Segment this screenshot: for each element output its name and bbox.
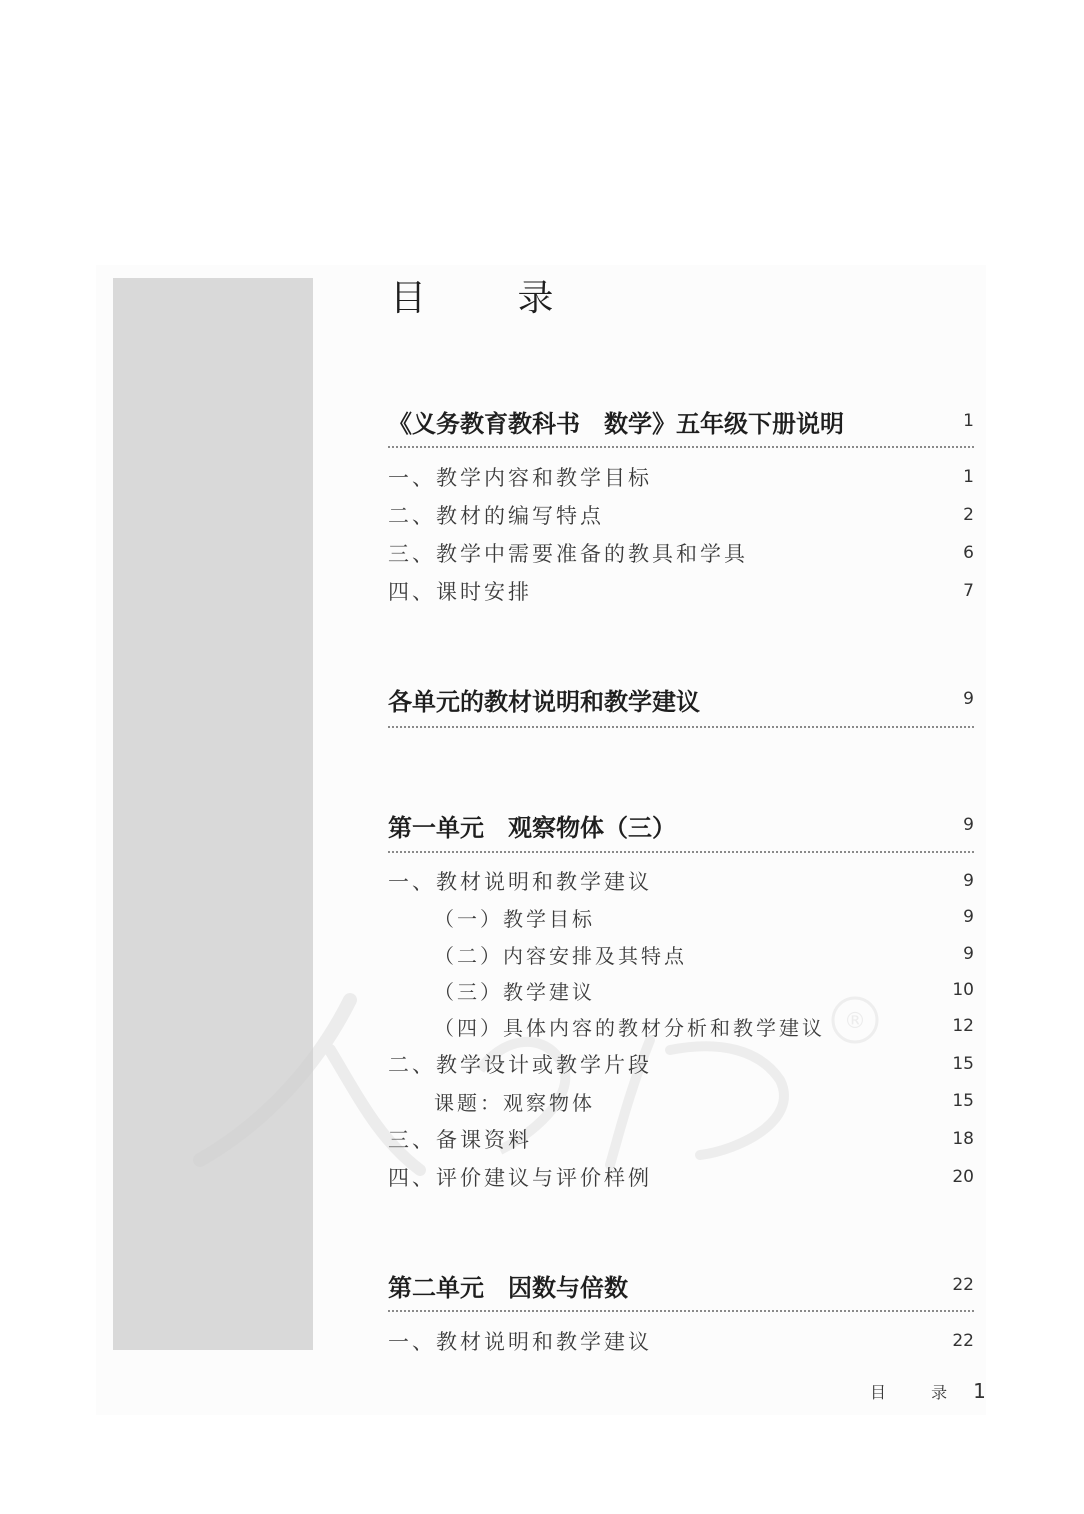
toc-entry-title: 课题：观察物体: [434, 1090, 595, 1115]
side-panel: [113, 278, 313, 1350]
page-footer: [870, 1378, 986, 1404]
toc-entry-title: 一、教学内容和教学目标: [388, 466, 652, 490]
toc-entry[interactable]: [388, 808, 974, 842]
toc-entry-title: 三、教学中需要准备的教具和学具: [388, 542, 748, 566]
toc-entry[interactable]: [388, 536, 974, 570]
dotted-divider: [388, 851, 974, 853]
toc-entry-page: 7: [963, 581, 974, 601]
toc-entry[interactable]: [388, 498, 974, 532]
toc-entry[interactable]: [388, 1047, 974, 1081]
page-title: 目 录: [390, 278, 594, 319]
toc-entry-title: 二、教学设计或教学片段: [388, 1053, 652, 1077]
toc-entry[interactable]: [388, 1268, 974, 1302]
toc-entry[interactable]: [434, 1084, 974, 1118]
toc-entry-title: 第二单元 因数与倍数: [388, 1272, 628, 1302]
toc-entry-title: 二、教材的编写特点: [388, 504, 604, 528]
toc-entry-page: 15: [952, 1054, 974, 1074]
toc-entry[interactable]: [434, 937, 974, 971]
toc-entry-page: 9: [963, 907, 974, 927]
toc-entry-page: 18: [952, 1129, 974, 1149]
toc-entry-page: 12: [952, 1016, 974, 1036]
toc-entry-page: 22: [952, 1275, 974, 1295]
toc-entry[interactable]: [434, 973, 974, 1007]
toc-entry[interactable]: [388, 460, 974, 494]
toc-entry-page: 1: [963, 411, 974, 431]
toc-entry-page: 10: [952, 980, 974, 1000]
toc-entry-page: 9: [963, 944, 974, 964]
toc-entry-page: 22: [952, 1331, 974, 1351]
toc-entry-title: （一）教学目标: [434, 906, 595, 931]
toc-entry[interactable]: [434, 1009, 974, 1043]
toc-entry[interactable]: [388, 1122, 974, 1156]
toc-entry-title: 一、教材说明和教学建议: [388, 870, 652, 894]
toc-entry[interactable]: [388, 864, 974, 898]
toc-entry-title: 《义务教育教科书 数学》五年级下册说明: [388, 408, 844, 438]
toc-entry-title: （三）教学建议: [434, 979, 595, 1004]
toc-entry[interactable]: [434, 900, 974, 934]
toc-entry-title: 四、课时安排: [388, 580, 532, 604]
toc-entry[interactable]: [388, 1324, 974, 1358]
toc-entry-title: 三、备课资料: [388, 1128, 532, 1152]
dotted-divider: [388, 726, 974, 728]
toc-entry-page: 1: [963, 467, 974, 487]
footer-label: 目 录: [870, 1382, 968, 1402]
toc-entry-page: 9: [963, 815, 974, 835]
toc-entry-title: 一、教材说明和教学建议: [388, 1330, 652, 1354]
toc-entry-page: 20: [952, 1167, 974, 1187]
footer-page-number: 1: [973, 1379, 986, 1403]
toc-entry-title: 四、评价建议与评价样例: [388, 1166, 652, 1190]
toc-entry-page: 9: [963, 871, 974, 891]
toc-entry-title: （二）内容安排及其特点: [434, 943, 687, 968]
toc-entry-page: 6: [963, 543, 974, 563]
toc-entry-page: 2: [963, 505, 974, 525]
toc-entry[interactable]: [388, 682, 974, 716]
toc-entry-title: （四）具体内容的教材分析和教学建议: [434, 1015, 825, 1040]
toc-entry-title: 各单元的教材说明和教学建议: [388, 686, 700, 716]
dotted-divider: [388, 446, 974, 448]
toc-entry[interactable]: [388, 404, 974, 438]
toc-entry-page: 15: [952, 1091, 974, 1111]
toc-entry[interactable]: [388, 1160, 974, 1194]
svg-text:®: ®: [844, 1009, 866, 1034]
toc-entry[interactable]: [388, 574, 974, 608]
toc-entry-page: 9: [963, 689, 974, 709]
toc-entry-title: 第一单元 观察物体（三）: [388, 812, 676, 842]
dotted-divider: [388, 1310, 974, 1312]
